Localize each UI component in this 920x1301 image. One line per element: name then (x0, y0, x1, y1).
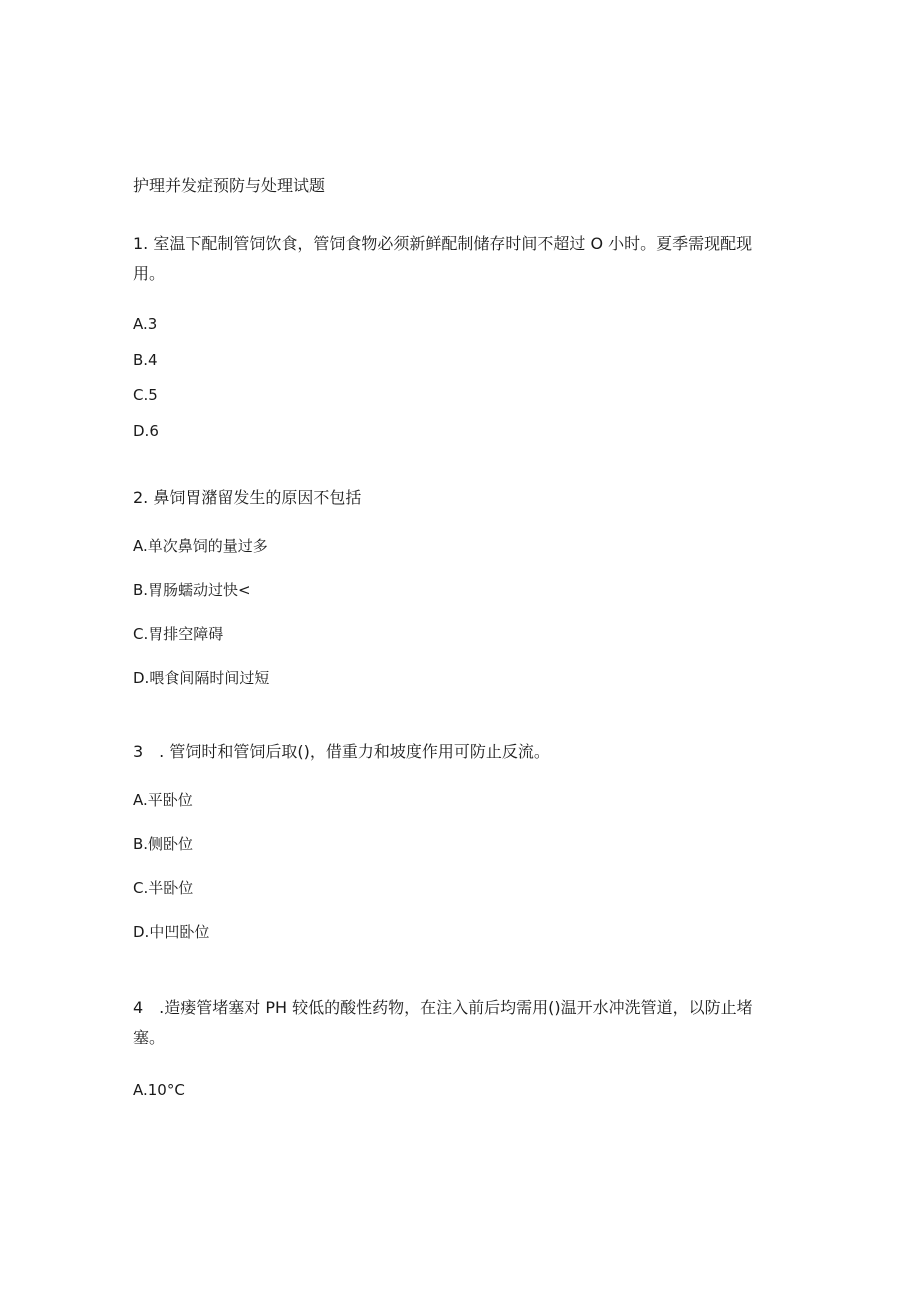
question-2-option-d: D.喂食间隔时间过短 (133, 669, 270, 687)
question-1-stem: 1. 室温下配制管饲饮食，管饲食物必须新鲜配制储存时间不超过 O 小时。夏季需现配现用。 (133, 234, 753, 283)
question-3-option-c: C.半卧位 (133, 879, 194, 897)
document-title: 护理并发症预防与处理试题 (133, 176, 326, 195)
question-2-option-a: A.单次鼻饲的量过多 (133, 537, 268, 555)
question-3-option-a: A.平卧位 (133, 791, 193, 809)
question-3-option-b: B.侧卧位 (133, 835, 194, 853)
question-1-option-c: C.5 (133, 386, 158, 404)
question-3-stem: 3 . 管饲时和管饲后取()，借重力和坡度作用可防止反流。 (133, 742, 550, 761)
question-1-option-b: B.4 (133, 351, 158, 369)
question-2-option-b: B.胃肠蠕动过快< (133, 581, 251, 599)
question-2-option-c: C.胃排空障碍 (133, 625, 224, 643)
question-4-option-a: A.10°C (133, 1081, 185, 1099)
question-3-option-d: D.中凹卧位 (133, 923, 210, 941)
question-2-stem: 2. 鼻饲胃潴留发生的原因不包括 (133, 488, 362, 507)
question-1-option-d: D.6 (133, 422, 159, 440)
question-4-stem: 4 .造瘘管堵塞对 PH 较低的酸性药物，在注入前后均需用()温开水冲洗管道，以防止堵塞。 (133, 998, 753, 1047)
question-1-option-a: A.3 (133, 315, 158, 333)
